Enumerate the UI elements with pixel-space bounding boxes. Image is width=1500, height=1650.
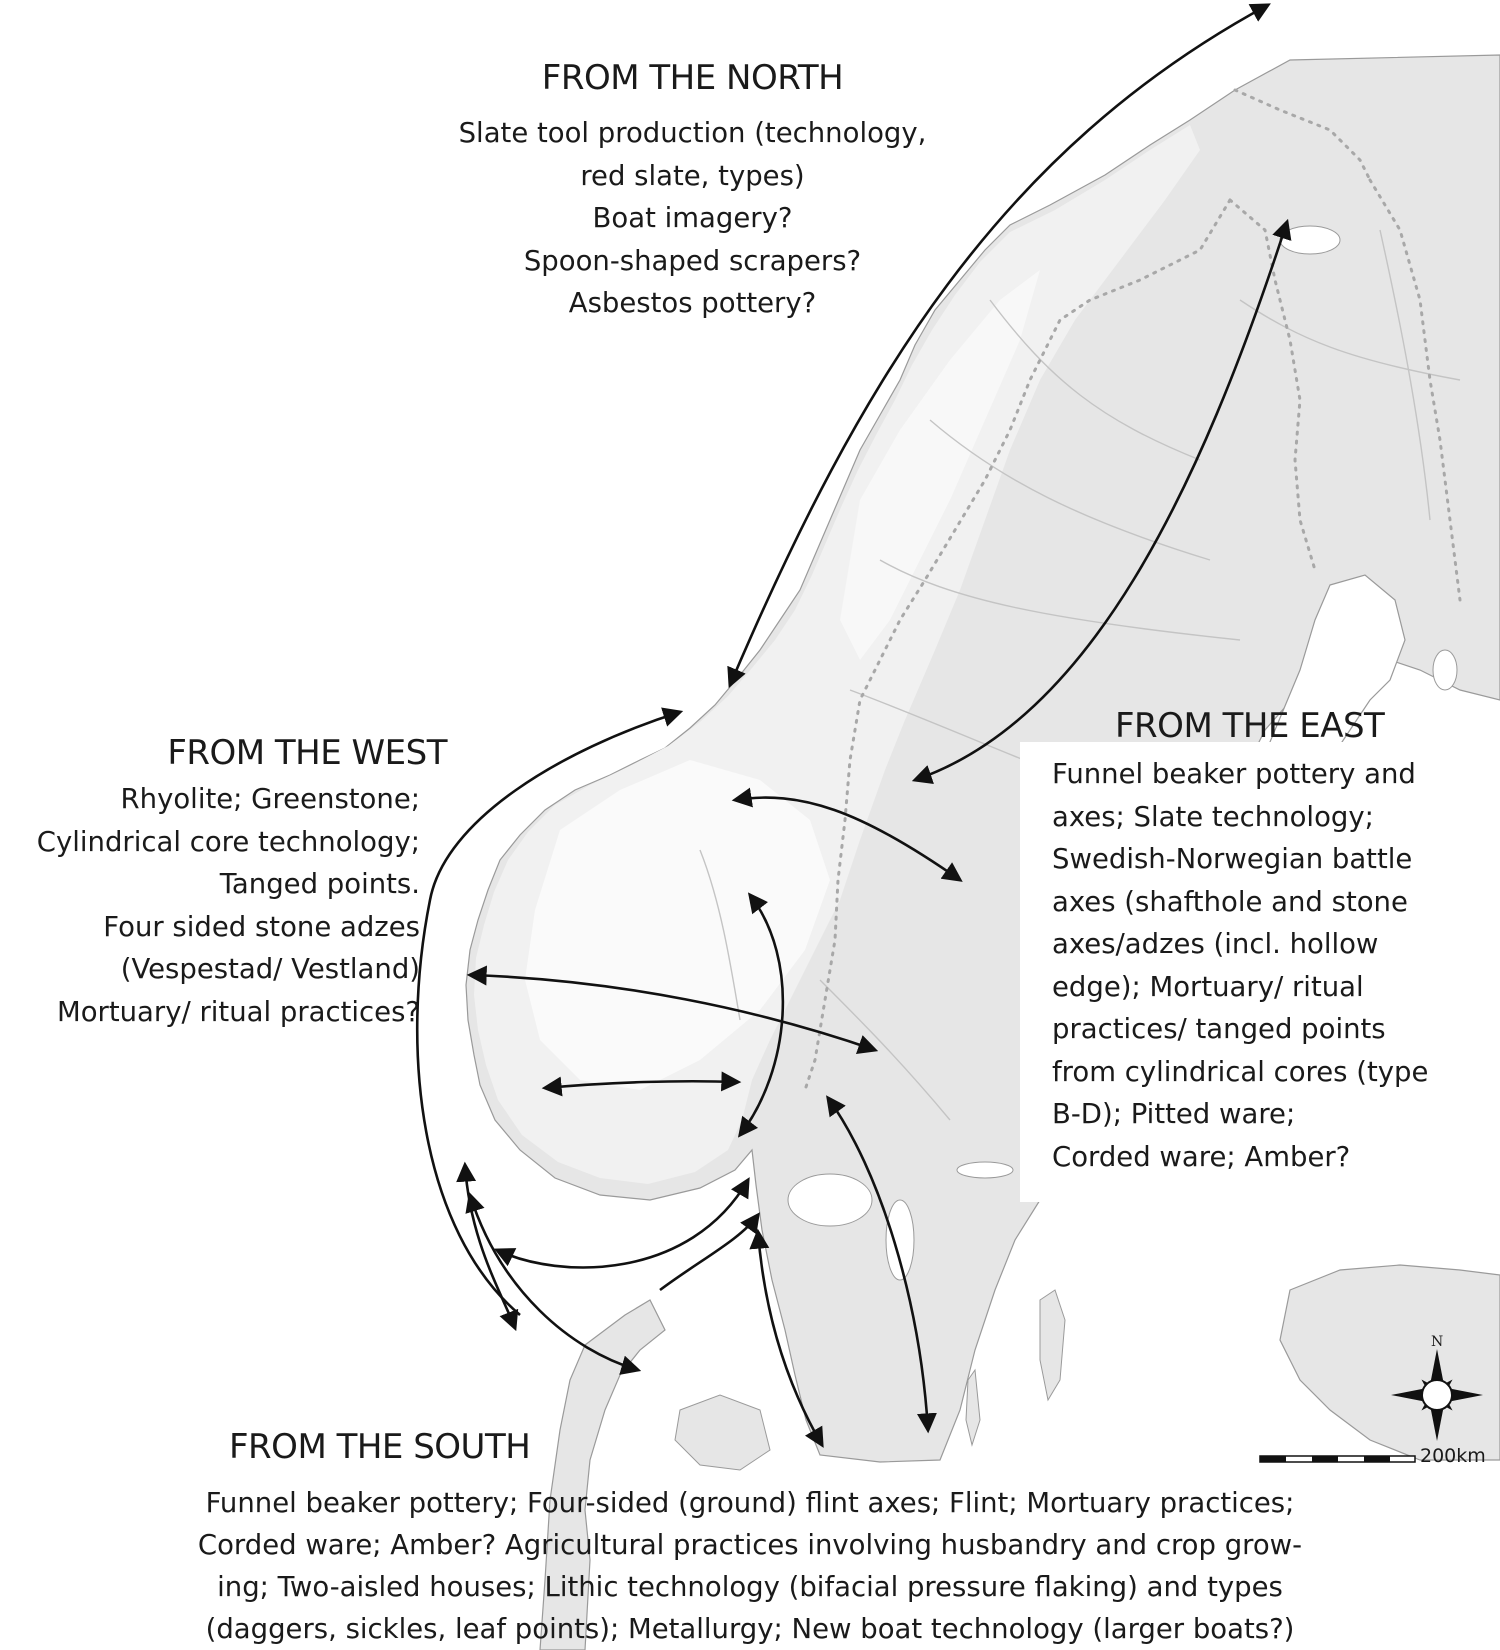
- east-heading: FROM THE EAST: [1115, 706, 1385, 746]
- east-item: Swedish-Norwegian battle: [1052, 843, 1413, 875]
- east-item: axes (shafthole and stone: [1052, 885, 1408, 918]
- island-zealand: [675, 1395, 770, 1470]
- south-heading: FROM THE SOUTH: [229, 1427, 531, 1467]
- west-list: [37, 778, 420, 1033]
- lake-vattern: [886, 1200, 914, 1280]
- south-item: (daggers, sickles, leaf points); Metallurgy; New boat technology (larger boats?): [205, 1613, 1295, 1645]
- scale-label: 200km: [1420, 1445, 1486, 1467]
- west-item: (Vespestad/ Vestland): [120, 953, 420, 985]
- lake-vanern: [788, 1174, 872, 1226]
- east-item: axes; Slate technology;: [1052, 800, 1374, 833]
- west-item: Tanged points.: [219, 868, 420, 900]
- north-item: red slate, types): [580, 159, 805, 192]
- south-item: Corded ware; Amber? Agricultural practices involving husbandry and crop grow-: [197, 1529, 1303, 1561]
- west-heading: FROM THE WEST: [167, 733, 447, 773]
- lake-north: [1433, 650, 1457, 690]
- north-heading: FROM THE NORTH: [541, 58, 844, 98]
- north-item: Spoon-shaped scrapers?: [523, 244, 862, 277]
- east-list: [1052, 753, 1428, 1178]
- north-item: Asbestos pottery?: [568, 287, 817, 319]
- north-item: Slate tool production (technology,: [458, 117, 927, 149]
- west-item: Rhyolite; Greenstone;: [120, 783, 420, 815]
- east-item: B-D); Pitted ware;: [1052, 1098, 1296, 1130]
- east-item: edge); Mortuary/ ritual: [1052, 970, 1364, 1003]
- north-item: Boat imagery?: [592, 202, 793, 234]
- south-item: Funnel beaker pottery; Four-sided (ground) flint axes; Flint; Mortuary practices;: [205, 1487, 1295, 1519]
- lake-malaren: [957, 1162, 1013, 1178]
- south-list: [0, 1482, 1500, 1650]
- scale-bar: [1260, 1456, 1415, 1462]
- east-item: Funnel beaker pottery and: [1052, 758, 1416, 790]
- south-item: ing; Two-aisled houses; Lithic technology (bifacial pressure flaking) and types: [217, 1571, 1283, 1603]
- west-item: Four sided stone adzes: [103, 910, 420, 943]
- west-item: Cylindrical core technology;: [36, 825, 420, 858]
- east-item: from cylindrical cores (type: [1052, 1055, 1429, 1088]
- north-list: [0, 112, 1385, 325]
- compass-north-label: N: [1431, 1334, 1444, 1350]
- west-item: Mortuary/ ritual practices?: [56, 995, 420, 1028]
- east-item: axes/adzes (incl. hollow: [1052, 928, 1379, 960]
- land-baltic-states: [1280, 1265, 1500, 1460]
- east-item: Corded ware; Amber?: [1052, 1140, 1351, 1173]
- east-item: practices/ tanged points: [1052, 1013, 1386, 1045]
